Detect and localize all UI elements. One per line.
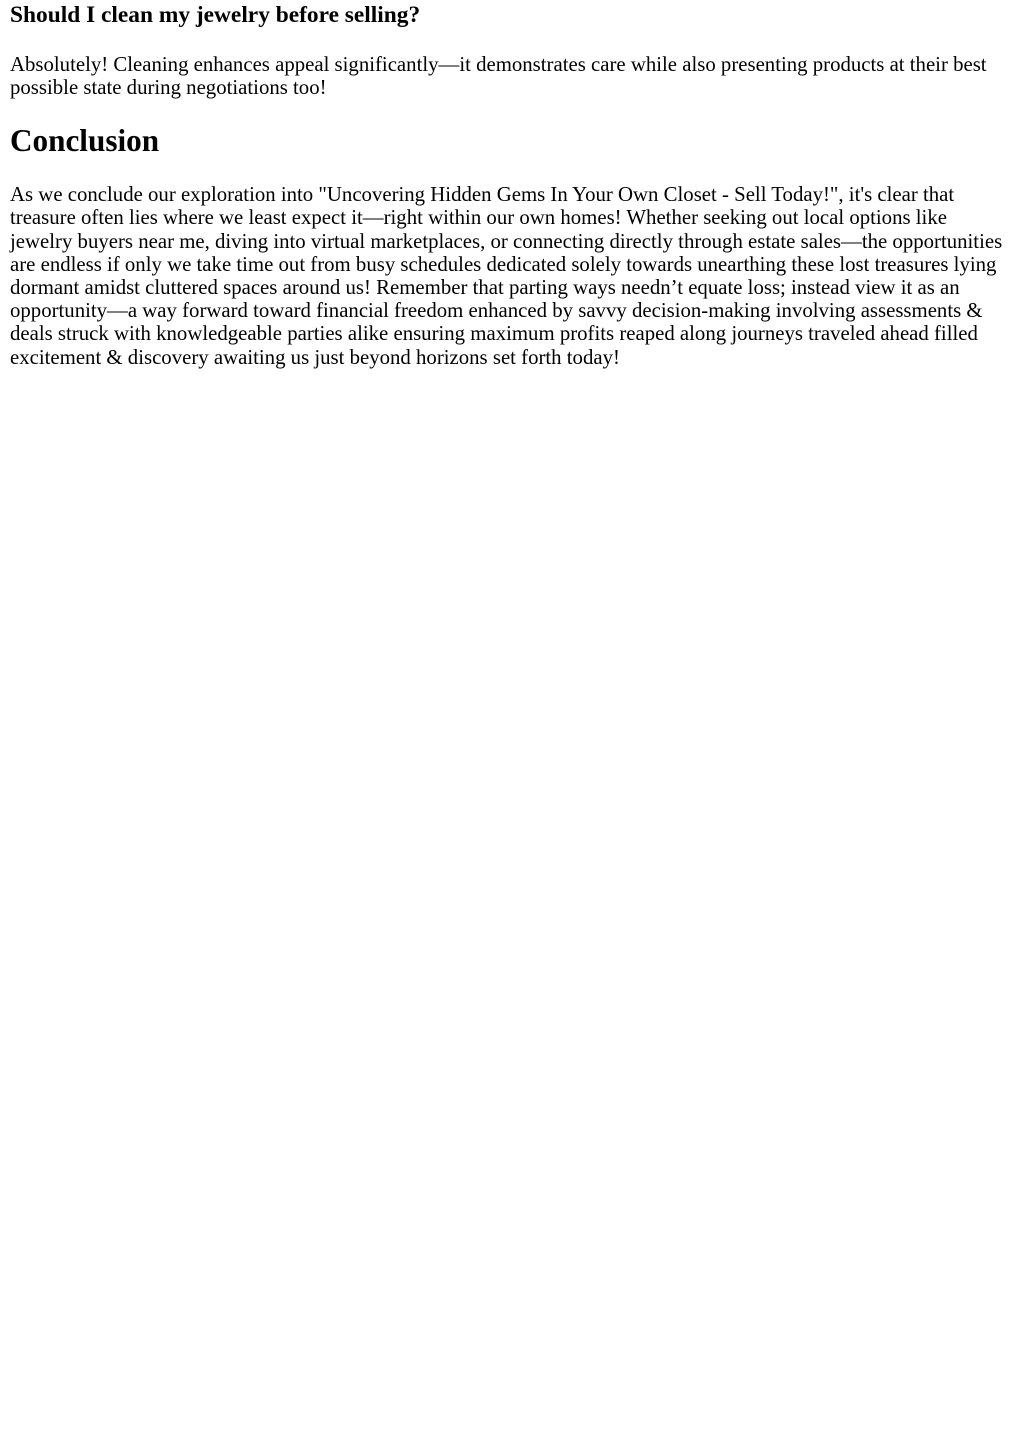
conclusion-paragraph: As we conclude our exploration into "Uncovering Hidden Gems In Your Own Closet - Sell Today!", it's clear that treasure often lies where we least expect it—right within our own homes! Whether seeking out local options like jewelry buyers near me, diving into virtual marketplaces, or connecting directly through estate sales—the opportunities are endless if only we take time out from busy schedules dedicated solely towards unearthing these lost treasures lying dormant amidst cluttered spaces around us! Remember that parting ways needn’t equate loss; instead view it as an opportunity—a way forward toward financial freedom enhanced by savvy decision-making involving assessments & deals struck with knowledgeable parties alike ensuring maximum profits reaped along journeys traveled ahead filled excitement & discovery awaiting us just beyond horizons set forth today! [10,183,1003,369]
article-content [0,0,1024,369]
faq-question-heading: Should I clean my jewelry before selling? [10,2,421,28]
faq-answer-text: Absolutely! Cleaning enhances appeal significantly—it demonstrates care while also presenting products at their best possible state during negotiations too! [10,52,987,100]
conclusion-heading: Conclusion [10,123,160,159]
